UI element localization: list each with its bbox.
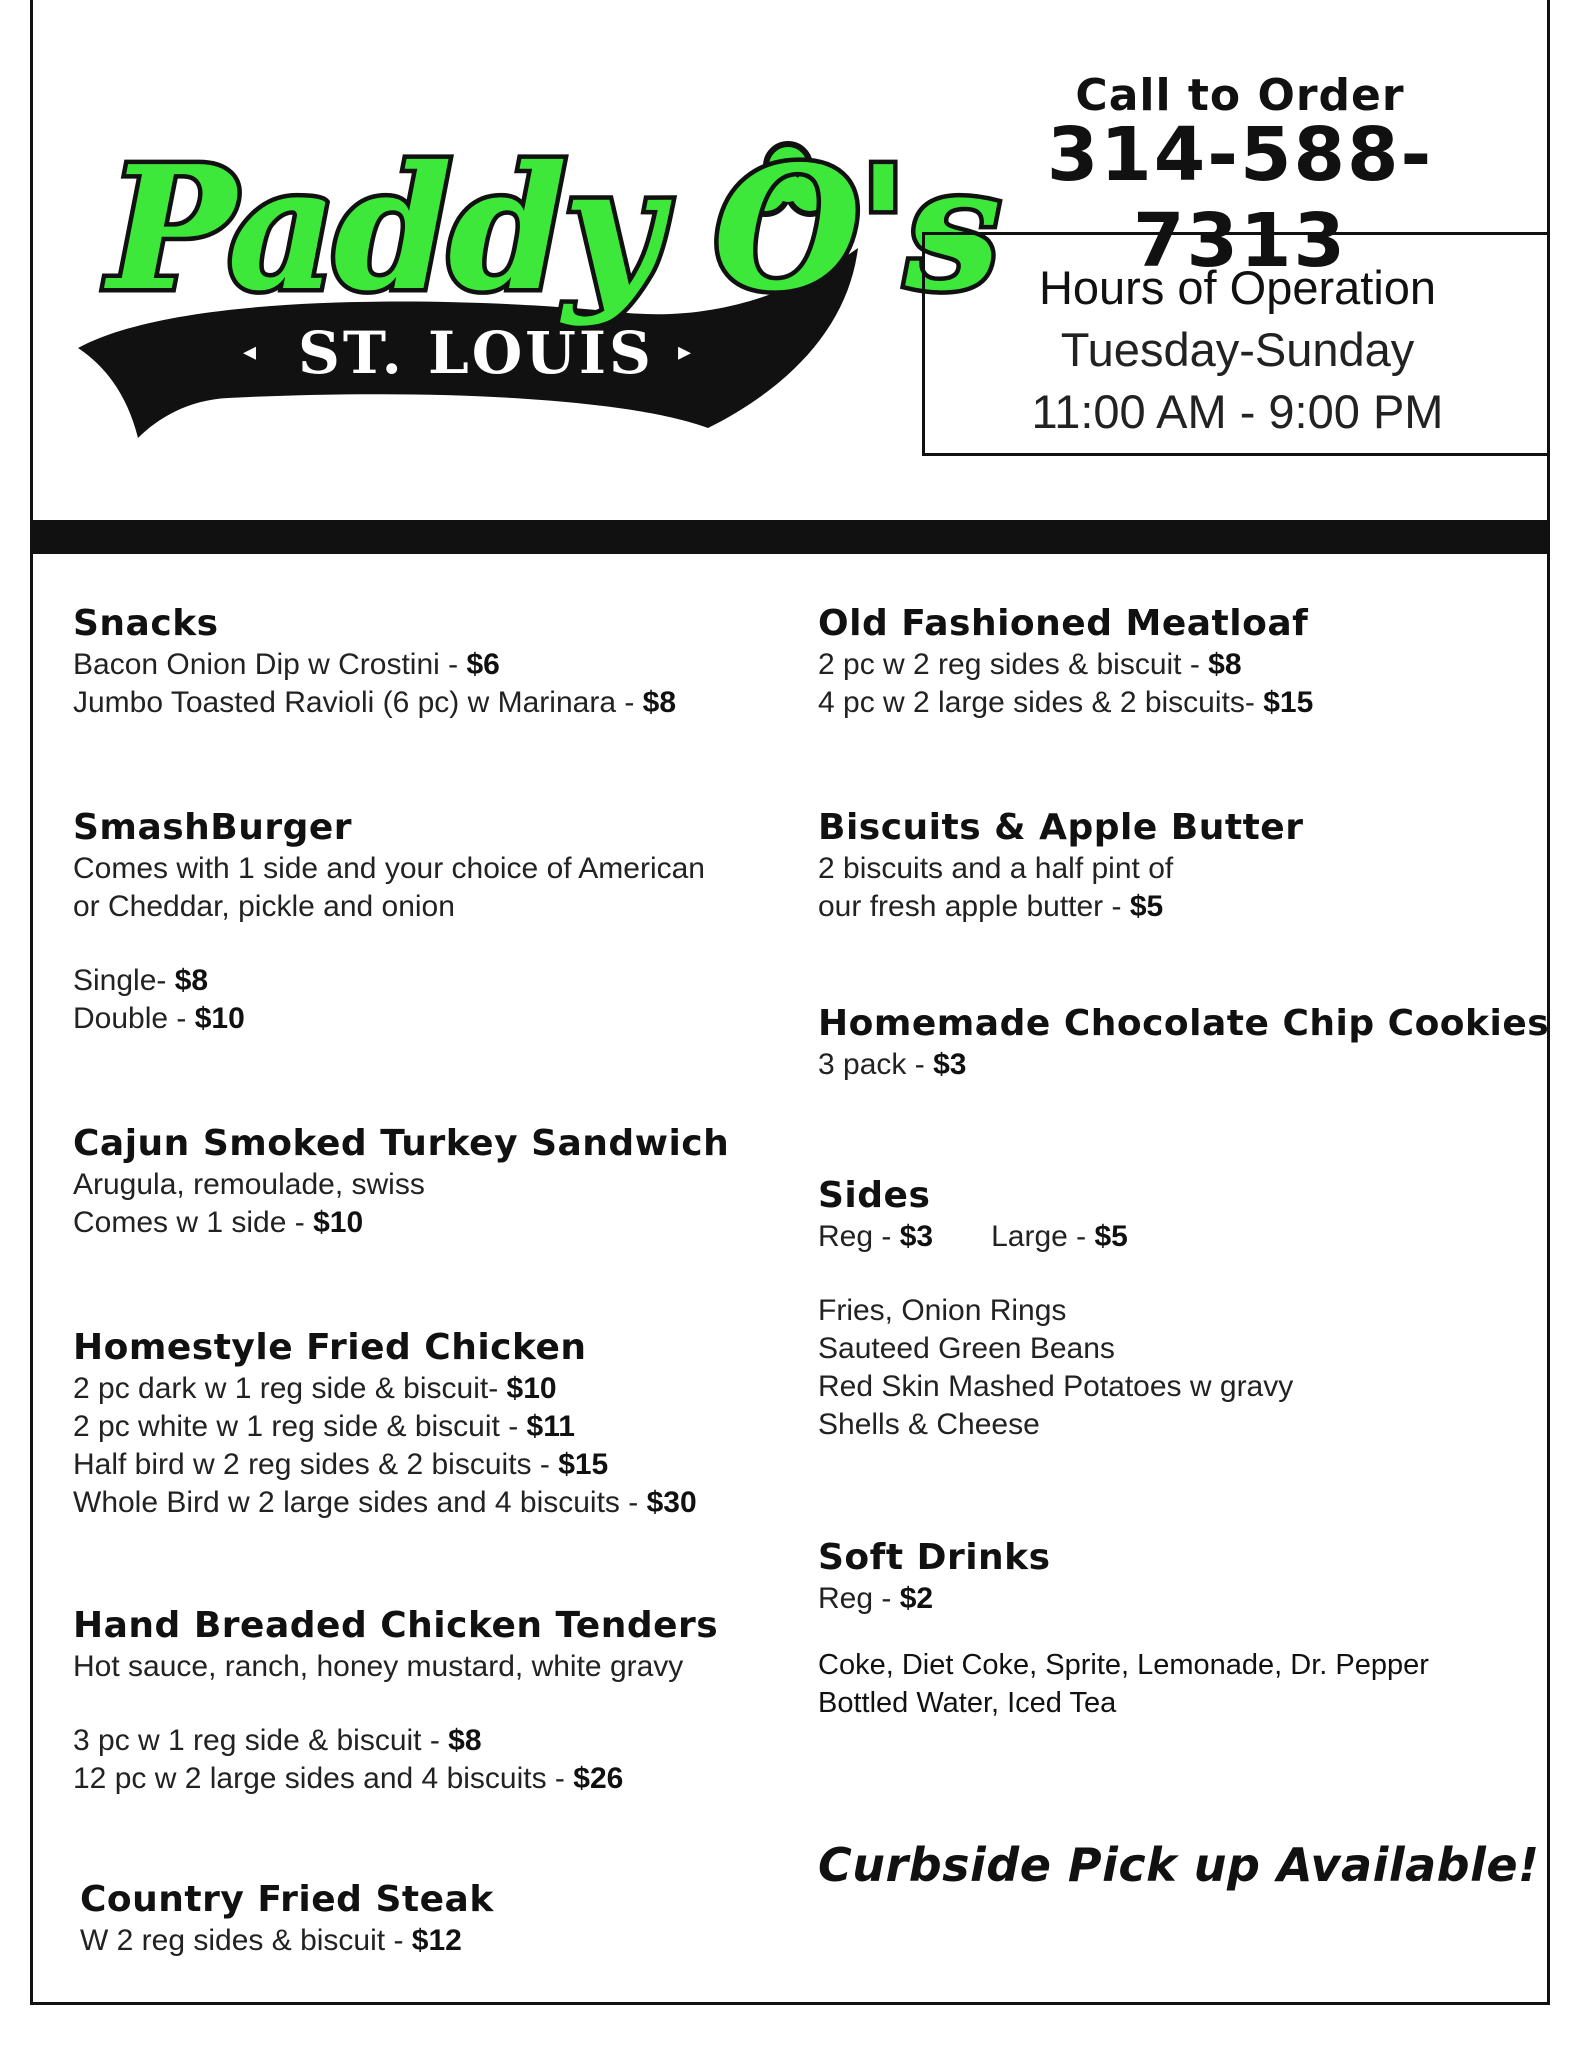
hours-days: Tuesday-Sunday	[1060, 323, 1415, 376]
item-description: Arugula, remoulade, swiss	[73, 1168, 425, 1201]
price: $30	[646, 1486, 697, 1519]
section-cajun-turkey	[73, 1122, 729, 1242]
price: $8	[642, 686, 677, 719]
price: $8	[448, 1724, 482, 1757]
section-title: Homestyle Fried Chicken	[73, 1327, 587, 1368]
section-title: Hand Breaded Chicken Tenders	[73, 1605, 719, 1646]
hours-title: Hours of Operation	[1038, 261, 1437, 314]
section-soft-drinks	[818, 1536, 1429, 1722]
list-item: Shells & Cheese	[818, 1408, 1040, 1441]
item-description: or Cheddar, pickle and onion	[73, 890, 455, 923]
section-smashburger	[73, 806, 705, 1038]
menu-item: 3 pc w 1 reg side & biscuit - $8	[73, 1724, 482, 1757]
list-item: Sauteed Green Beans	[818, 1332, 1115, 1365]
list-item: Fries, Onion Rings	[818, 1294, 1067, 1327]
hours-box	[922, 232, 1550, 456]
menu-item: W 2 reg sides & biscuit - $12	[80, 1924, 462, 1957]
section-title: Homemade Chocolate Chip Cookies	[818, 1003, 1550, 1044]
section-biscuits	[818, 806, 1303, 926]
menu-item: 12 pc w 2 large sides and 4 biscuits - $26	[73, 1762, 624, 1795]
price: $12	[411, 1924, 462, 1957]
menu-item: Comes w 1 side - $10	[73, 1206, 364, 1239]
section-title: Biscuits & Apple Butter	[818, 807, 1304, 848]
item-description: Coke, Diet Coke, Sprite, Lemonade, Dr. Pepper	[818, 1649, 1429, 1681]
menu-item: 3 pack - $3	[818, 1048, 967, 1081]
logo-subtext: ST. LOUIS	[298, 319, 654, 387]
phone-number[interactable]: 314-588-7313	[1046, 112, 1434, 284]
section-cookies	[818, 1002, 1549, 1084]
menu-item: Reg - $2	[818, 1582, 934, 1615]
price: $10	[313, 1206, 364, 1239]
price: $15	[558, 1448, 609, 1481]
price: $10	[194, 1002, 245, 1035]
price: $11	[526, 1410, 575, 1443]
section-title: Soft Drinks	[818, 1537, 1051, 1578]
banner-arrow-right: ▸	[678, 337, 692, 367]
menu-item: 4 pc w 2 large sides & 2 biscuits- $15	[818, 686, 1314, 719]
item-description: 2 biscuits and a half pint of	[818, 852, 1174, 885]
section-title: Country Fried Steak	[80, 1879, 494, 1920]
menu-item: Whole Bird w 2 large sides and 4 biscuits - $30	[73, 1486, 697, 1519]
section-country-fried-steak	[80, 1878, 494, 1960]
menu-item: Reg - $3 Large - $5	[818, 1220, 1128, 1253]
menu-item: Jumbo Toasted Ravioli (6 pc) w Marinara - $8	[73, 686, 677, 719]
section-title: Sides	[818, 1175, 931, 1216]
paddy-os-logo	[68, 98, 997, 458]
price: $8	[174, 964, 209, 997]
call-to-order-label: Call to Order	[1075, 70, 1405, 121]
section-title: SmashBurger	[73, 807, 353, 848]
price: $5	[1129, 890, 1164, 923]
price: $5	[1094, 1220, 1128, 1253]
price: $10	[506, 1372, 557, 1405]
section-title: Old Fashioned Meatloaf	[818, 603, 1309, 644]
menu-item: 2 pc white w 1 reg side & biscuit - $11	[73, 1410, 575, 1443]
price: $26	[573, 1762, 624, 1795]
section-fried-chicken	[73, 1326, 697, 1522]
hours-time: 11:00 AM - 9:00 PM	[1031, 385, 1444, 438]
price: $8	[1208, 648, 1242, 681]
section-meatloaf	[818, 602, 1313, 722]
banner-arrow-left: ◂	[243, 337, 257, 367]
section-title: Snacks	[73, 603, 219, 644]
logo-wordmark: Paddy O's	[108, 129, 997, 329]
price: $6	[466, 648, 500, 681]
curbside-notice: Curbside Pick up Available!	[818, 1838, 1540, 1892]
price: $2	[899, 1582, 934, 1615]
menu-item: Bacon Onion Dip w Crostini - $6	[73, 648, 500, 681]
price: $3	[933, 1048, 967, 1081]
section-title: Cajun Smoked Turkey Sandwich	[73, 1123, 730, 1164]
menu-item: our fresh apple butter - $5	[818, 890, 1164, 923]
section-sides	[818, 1174, 1293, 1444]
section-chicken-tenders	[73, 1604, 718, 1798]
menu-item: Single- $8	[73, 964, 209, 997]
menu-item: 2 pc dark w 1 reg side & biscuit- $10	[73, 1372, 557, 1405]
section-snacks	[73, 602, 676, 722]
menu-item: Half bird w 2 reg sides & 2 biscuits - $15	[73, 1448, 609, 1481]
menu-item: 2 pc w 2 reg sides & biscuit - $8	[818, 648, 1242, 681]
price: $3	[899, 1220, 934, 1253]
price: $15	[1263, 686, 1314, 719]
item-description: Hot sauce, ranch, honey mustard, white gravy	[73, 1650, 684, 1683]
divider-bar	[30, 520, 1550, 554]
item-description: Bottled Water, Iced Tea	[818, 1687, 1117, 1719]
list-item: Red Skin Mashed Potatoes w gravy	[818, 1370, 1294, 1403]
item-description: Comes with 1 side and your choice of American	[73, 852, 705, 885]
menu-item: Double - $10	[73, 1002, 245, 1035]
